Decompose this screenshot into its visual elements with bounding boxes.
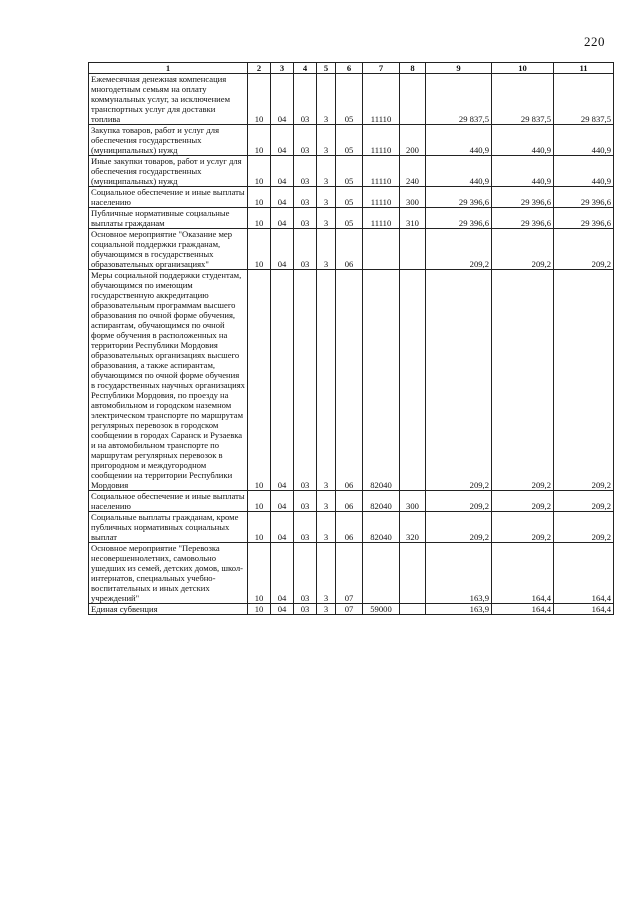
amount-col11-cell: 29 396,6: [554, 187, 614, 208]
expense-type-cell: [400, 604, 426, 615]
measure-code-cell: 05: [336, 74, 363, 125]
table-row: [89, 187, 614, 208]
row-name-cell: Меры социальной поддержки студентам, обучающимся по имеющим государственную аккредитацию образовательным программам высшего образования по очной форме обучения, аспирантам, обучающимся по очной форме обучения в расположенных на территории Республики Мордовия образовательных организациях высшего образования, а также аспирантам, обучающимся по очной форме обучения в государственных научных организациях Республики Мордовия, по проезду на автомобильном и городском наземном электрическом транспорте по маршрутам регулярных перевозок в городском сообщении в городах Саранск и Рузаевка и на автомобильном транспорте по маршрутам регулярных перевозок в пригородном и междугородном сообщении на территории Республики Мордовия: [89, 270, 248, 491]
column-header: 6: [336, 63, 363, 74]
table-row: [89, 543, 614, 604]
row-name-cell: Основное мероприятие "Оказание мер социальной поддержки гражданам, обучающимся в государственных образовательных организациях": [89, 229, 248, 270]
subsection-code-cell: 04: [271, 229, 294, 270]
direction-code-cell: 82040: [363, 270, 400, 491]
subsection-code-cell: 04: [271, 604, 294, 615]
table-row: [89, 270, 614, 491]
row-name-cell: Иные закупки товаров, работ и услуг для обеспечения государственных (муниципальных) нужд: [89, 156, 248, 187]
column-header: 5: [317, 63, 336, 74]
measure-code-cell: 06: [336, 229, 363, 270]
section-code-cell: 10: [248, 125, 271, 156]
section-code-cell: 10: [248, 229, 271, 270]
program-code-cell: 03: [294, 491, 317, 512]
measure-code-cell: 05: [336, 156, 363, 187]
direction-code-cell: 11110: [363, 187, 400, 208]
amount-col11-cell: 440,9: [554, 156, 614, 187]
amount-col11-cell: 209,2: [554, 491, 614, 512]
direction-code-cell: 59000: [363, 604, 400, 615]
measure-code-cell: 06: [336, 512, 363, 543]
table-row: [89, 512, 614, 543]
program-code-cell: 03: [294, 512, 317, 543]
amount-col11-cell: 209,2: [554, 270, 614, 491]
subprogram-code-cell: 3: [317, 208, 336, 229]
subprogram-code-cell: 3: [317, 604, 336, 615]
amount-col9-cell: 209,2: [426, 491, 492, 512]
program-code-cell: 03: [294, 125, 317, 156]
row-name-cell: Ежемесячная денежная компенсация многодетным семьям на оплату коммунальных услуг, за исключением транспортных услуг для доставки топлива: [89, 74, 248, 125]
amount-col10-cell: 29 837,5: [492, 74, 554, 125]
amount-col10-cell: 164,4: [492, 543, 554, 604]
section-code-cell: 10: [248, 491, 271, 512]
table-row: [89, 604, 614, 615]
amount-col11-cell: 164,4: [554, 543, 614, 604]
measure-code-cell: 07: [336, 604, 363, 615]
amount-col9-cell: 440,9: [426, 125, 492, 156]
amount-col9-cell: 440,9: [426, 156, 492, 187]
expense-type-cell: 300: [400, 491, 426, 512]
expense-type-cell: 310: [400, 208, 426, 229]
subsection-code-cell: 04: [271, 125, 294, 156]
measure-code-cell: 07: [336, 543, 363, 604]
row-name-cell: Закупка товаров, работ и услуг для обеспечения государственных (муниципальных) нужд: [89, 125, 248, 156]
amount-col9-cell: 209,2: [426, 512, 492, 543]
direction-code-cell: 11110: [363, 125, 400, 156]
table-row: [89, 208, 614, 229]
expense-type-cell: [400, 543, 426, 604]
section-code-cell: 10: [248, 208, 271, 229]
amount-col9-cell: 209,2: [426, 229, 492, 270]
expense-type-cell: [400, 270, 426, 491]
amount-col11-cell: 440,9: [554, 125, 614, 156]
subsection-code-cell: 04: [271, 270, 294, 491]
subsection-code-cell: 04: [271, 491, 294, 512]
program-code-cell: 03: [294, 604, 317, 615]
expense-type-cell: [400, 229, 426, 270]
row-name-cell: Социальное обеспечение и иные выплаты населению: [89, 491, 248, 512]
amount-col10-cell: 164,4: [492, 604, 554, 615]
program-code-cell: 03: [294, 208, 317, 229]
column-header: 11: [554, 63, 614, 74]
column-header: 4: [294, 63, 317, 74]
amount-col9-cell: 209,2: [426, 270, 492, 491]
subsection-code-cell: 04: [271, 74, 294, 125]
subsection-code-cell: 04: [271, 208, 294, 229]
direction-code-cell: [363, 229, 400, 270]
amount-col10-cell: 440,9: [492, 156, 554, 187]
measure-code-cell: 05: [336, 125, 363, 156]
section-code-cell: 10: [248, 270, 271, 491]
subsection-code-cell: 04: [271, 512, 294, 543]
direction-code-cell: 11110: [363, 208, 400, 229]
subprogram-code-cell: 3: [317, 125, 336, 156]
amount-col10-cell: 440,9: [492, 125, 554, 156]
amount-col10-cell: 209,2: [492, 229, 554, 270]
measure-code-cell: 06: [336, 491, 363, 512]
table-row: [89, 229, 614, 270]
amount-col9-cell: 163,9: [426, 604, 492, 615]
column-header: 8: [400, 63, 426, 74]
expense-type-cell: 300: [400, 187, 426, 208]
amount-col9-cell: 29 837,5: [426, 74, 492, 125]
subprogram-code-cell: 3: [317, 491, 336, 512]
direction-code-cell: 11110: [363, 156, 400, 187]
budget-table: [88, 62, 614, 615]
program-code-cell: 03: [294, 229, 317, 270]
program-code-cell: 03: [294, 187, 317, 208]
amount-col10-cell: 209,2: [492, 512, 554, 543]
section-code-cell: 10: [248, 187, 271, 208]
subprogram-code-cell: 3: [317, 229, 336, 270]
row-name-cell: Социальное обеспечение и иные выплаты населению: [89, 187, 248, 208]
table-header-row: [89, 63, 614, 74]
table-row: [89, 74, 614, 125]
expense-type-cell: 200: [400, 125, 426, 156]
table-body: [89, 74, 614, 615]
column-header: 2: [248, 63, 271, 74]
amount-col11-cell: 29 396,6: [554, 208, 614, 229]
direction-code-cell: [363, 543, 400, 604]
subsection-code-cell: 04: [271, 156, 294, 187]
amount-col11-cell: 164,4: [554, 604, 614, 615]
row-name-cell: Публичные нормативные социальные выплаты гражданам: [89, 208, 248, 229]
section-code-cell: 10: [248, 543, 271, 604]
subprogram-code-cell: 3: [317, 187, 336, 208]
amount-col10-cell: 29 396,6: [492, 187, 554, 208]
direction-code-cell: 82040: [363, 512, 400, 543]
expense-type-cell: 320: [400, 512, 426, 543]
column-header: 9: [426, 63, 492, 74]
subprogram-code-cell: 3: [317, 512, 336, 543]
subprogram-code-cell: 3: [317, 270, 336, 491]
program-code-cell: 03: [294, 74, 317, 125]
subprogram-code-cell: 3: [317, 74, 336, 125]
table-row: [89, 125, 614, 156]
table-row: [89, 491, 614, 512]
amount-col10-cell: 209,2: [492, 270, 554, 491]
amount-col10-cell: 29 396,6: [492, 208, 554, 229]
measure-code-cell: 05: [336, 208, 363, 229]
measure-code-cell: 06: [336, 270, 363, 491]
direction-code-cell: 11110: [363, 74, 400, 125]
table-row: [89, 156, 614, 187]
amount-col11-cell: 209,2: [554, 229, 614, 270]
subsection-code-cell: 04: [271, 187, 294, 208]
amount-col11-cell: 209,2: [554, 512, 614, 543]
amount-col9-cell: 29 396,6: [426, 187, 492, 208]
amount-col10-cell: 209,2: [492, 491, 554, 512]
subsection-code-cell: 04: [271, 543, 294, 604]
program-code-cell: 03: [294, 270, 317, 491]
amount-col9-cell: 163,9: [426, 543, 492, 604]
subprogram-code-cell: 3: [317, 543, 336, 604]
row-name-cell: Единая субвенция: [89, 604, 248, 615]
row-name-cell: Социальные выплаты гражданам, кроме публичных нормативных социальных выплат: [89, 512, 248, 543]
column-header: 3: [271, 63, 294, 74]
expense-type-cell: 240: [400, 156, 426, 187]
section-code-cell: 10: [248, 156, 271, 187]
column-header: 10: [492, 63, 554, 74]
measure-code-cell: 05: [336, 187, 363, 208]
expense-type-cell: [400, 74, 426, 125]
amount-col11-cell: 29 837,5: [554, 74, 614, 125]
direction-code-cell: 82040: [363, 491, 400, 512]
page-number: 220: [584, 34, 605, 49]
program-code-cell: 03: [294, 156, 317, 187]
section-code-cell: 10: [248, 604, 271, 615]
program-code-cell: 03: [294, 543, 317, 604]
column-header: 1: [89, 63, 248, 74]
column-header: 7: [363, 63, 400, 74]
section-code-cell: 10: [248, 74, 271, 125]
amount-col9-cell: 29 396,6: [426, 208, 492, 229]
subprogram-code-cell: 3: [317, 156, 336, 187]
section-code-cell: 10: [248, 512, 271, 543]
row-name-cell: Основное мероприятие "Перевозка несовершеннолетних, самовольно ушедших из семей, детских домов, школ-интернатов, специальных учебно-воспитательных и иных детских учреждений": [89, 543, 248, 604]
